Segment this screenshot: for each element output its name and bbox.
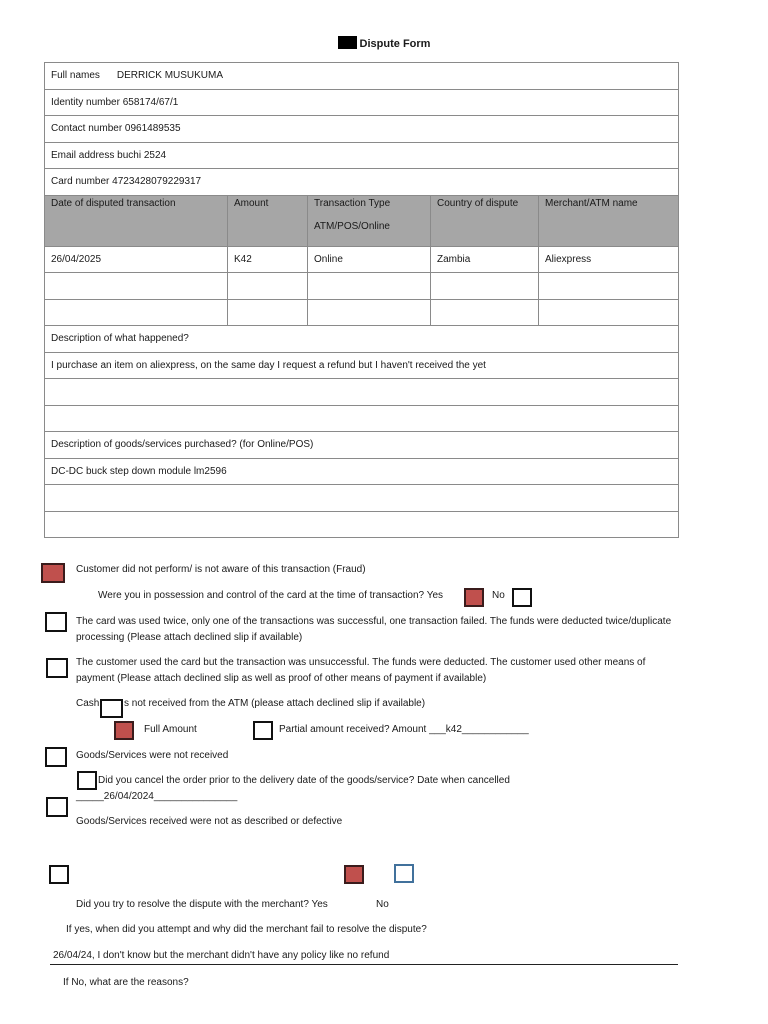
full-names-label: Full names — [51, 70, 100, 82]
defective-label: Goods/Services received were not as described or defective — [76, 816, 343, 827]
cash-label: s not received from the ATM (please attach declined slip if available) — [124, 698, 426, 709]
description-line[interactable] — [45, 379, 679, 406]
defective-checkbox[interactable] — [46, 797, 68, 817]
contact-number-field[interactable]: Contact number 0961489535 — [45, 116, 679, 143]
resolve-checkbox[interactable] — [49, 865, 69, 884]
answer-underline — [50, 964, 678, 965]
full-amount-label: Full Amount — [144, 724, 197, 735]
cash-checkbox[interactable] — [100, 699, 123, 718]
header-amount: Amount — [228, 195, 308, 246]
possession-no-label: No — [492, 590, 505, 601]
goods-line[interactable] — [45, 485, 679, 512]
form-title: Dispute Form — [359, 38, 431, 50]
cancel-date-value[interactable]: _____26/04/2024_______________ — [76, 791, 238, 802]
cell-type[interactable] — [308, 299, 431, 326]
unsuccessful-label: The customer used the card but the transaction was unsuccessful. The funds were deducted. The customer used other means of payment (Please attach declined slip as well as proof of other means of payment if available) — [76, 657, 646, 684]
cell-date[interactable] — [45, 273, 228, 300]
cell-amount[interactable]: K42 — [228, 246, 308, 273]
fraud-checkbox[interactable] — [41, 563, 65, 583]
full-amount-checkbox[interactable] — [114, 721, 134, 740]
description-label: Description of what happened? — [45, 326, 679, 353]
resolve-no-label: No — [376, 899, 389, 910]
header-type-sub: ATM/POS/Online — [314, 220, 390, 232]
description-line[interactable]: I purchase an item on aliexpress, on the same day I request a refund but I haven't received the yet — [45, 352, 679, 379]
identity-number-field[interactable]: Identity number 658174/67/1 — [45, 89, 679, 116]
possession-question: Were you in possession and control of the card at the time of transaction? Yes — [98, 590, 444, 601]
cell-amount[interactable] — [228, 273, 308, 300]
cell-country[interactable] — [431, 299, 539, 326]
full-names-field[interactable] — [45, 63, 679, 90]
header-date: Date of disputed transaction — [45, 195, 228, 246]
possession-no-checkbox[interactable] — [512, 588, 532, 607]
cell-merchant[interactable] — [539, 273, 679, 300]
resolve-question: Did you try to resolve the dispute with the merchant? Yes — [76, 899, 328, 910]
goods-label: Description of goods/services purchased? (for Online/POS) — [45, 432, 679, 459]
cell-amount[interactable] — [228, 299, 308, 326]
duplicate-checkbox[interactable] — [45, 612, 67, 632]
if-yes-answer[interactable]: 26/04/24, I don't know but the merchant didn't have any policy like no refund — [53, 950, 390, 961]
resolve-no-checkbox[interactable] — [394, 864, 414, 883]
header-type — [308, 195, 431, 246]
cash-label-prefix: Cash — [76, 698, 100, 709]
transaction-header-row — [45, 195, 679, 246]
transaction-row — [45, 246, 679, 273]
goods-not-received-label: Goods/Services were not received — [76, 750, 229, 761]
partial-amount-label: Partial amount received? Amount ___k42____________ — [279, 724, 529, 735]
full-names-value: DERRICK MUSUKUMA — [116, 70, 224, 82]
cell-country[interactable] — [431, 273, 539, 300]
if-yes-question: If yes, when did you attempt and why did the merchant fail to resolve the dispute? — [66, 924, 427, 935]
cell-date[interactable] — [45, 299, 228, 326]
cell-merchant[interactable]: Aliexpress — [539, 246, 679, 273]
details-table — [44, 62, 679, 538]
possession-yes-checkbox[interactable] — [464, 588, 484, 607]
partial-amount-checkbox[interactable] — [253, 721, 273, 740]
goods-line[interactable]: DC-DC buck step down module lm2596 — [45, 458, 679, 485]
cell-merchant[interactable] — [539, 299, 679, 326]
form-header — [0, 36, 768, 50]
cell-date[interactable]: 26/04/2025 — [45, 246, 228, 273]
unsuccessful-checkbox[interactable] — [46, 658, 68, 678]
header-type-label: Transaction Type — [314, 197, 391, 209]
duplicate-label: The card was used twice, only one of the transactions was successful, one transaction failed. The funds were deducted twice/duplicate processing (Please attach declined slip if available) — [76, 616, 672, 643]
goods-not-received-checkbox[interactable] — [45, 747, 67, 767]
cell-country[interactable]: Zambia — [431, 246, 539, 273]
cell-type[interactable]: Online — [308, 246, 431, 273]
cancel-order-label: Did you cancel the order prior to the delivery date of the goods/service? Date when cancelled — [98, 775, 510, 786]
redaction-block — [338, 36, 357, 49]
if-no-question: If No, what are the reasons? — [63, 977, 189, 988]
cell-type[interactable] — [308, 273, 431, 300]
description-line[interactable] — [45, 405, 679, 432]
goods-line[interactable] — [45, 511, 679, 538]
transaction-row — [45, 273, 679, 300]
card-number-field[interactable]: Card number 4723428079229317 — [45, 169, 679, 196]
header-country: Country of dispute — [431, 195, 539, 246]
header-merchant: Merchant/ATM name — [539, 195, 679, 246]
fraud-label: Customer did not perform/ is not aware of this transaction (Fraud) — [76, 564, 366, 575]
resolve-yes-checkbox[interactable] — [344, 865, 364, 884]
transaction-row — [45, 299, 679, 326]
cancel-order-checkbox[interactable] — [77, 771, 97, 790]
email-address-field[interactable]: Email address buchi 2524 — [45, 142, 679, 169]
